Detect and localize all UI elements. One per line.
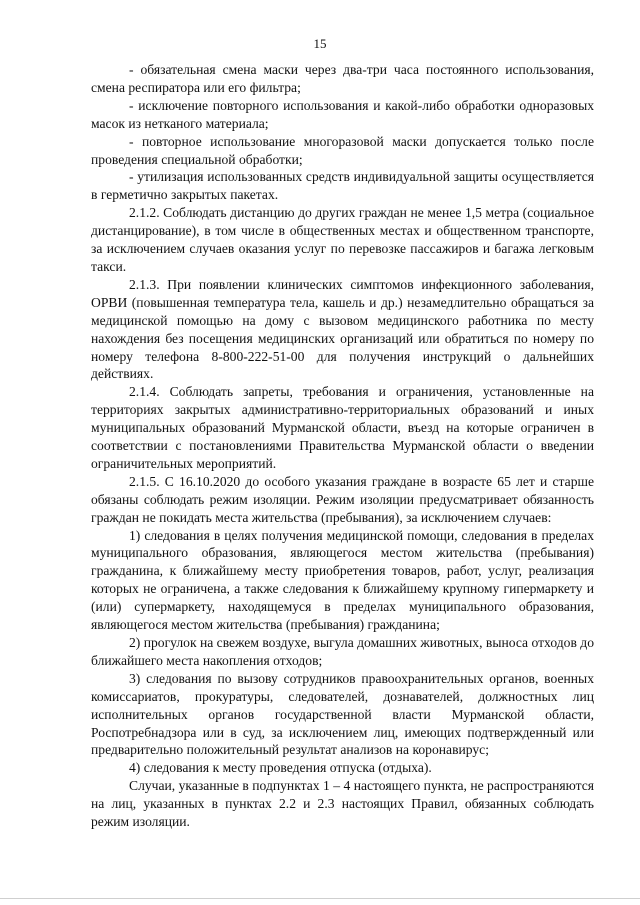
paragraph-reusable-mask: - повторное использование многоразовой маски допускается только после проведения специальной обработки;	[91, 133, 594, 167]
list-item-4: 4) следования к месту проведения отпуска (отдыха).	[129, 760, 432, 776]
paragraph-ppe-disposal: - утилизация использованных средств индивидуальной защиты осуществляется в герметично закрытых пакетах.	[91, 169, 594, 203]
paragraph-exceptions: Случаи, указанные в подпунктах 1 – 4 настоящего пункта, не распространяются на лиц, указанных в пунктах 2.2 и 2.3 настоящих Правил, обязанных соблюдать режим изоляции.	[91, 778, 594, 830]
page-number: 15	[313, 36, 327, 51]
paragraph-2-1-3: 2.1.3. При появлении клинических симптомов инфекционного заболевания, ОРВИ (повышенная температура тела, кашель и др.) незамедлительно обращаться за медицинской помощью на дому с вызовом медицинского работника по месту нахождения без посещения медицинских организаций или обратиться по номеру по номеру телефона 8-800-222-51-00 для получения инструкций о дальнейших действиях.	[91, 276, 594, 382]
list-item-1: 1) следования в целях получения медицинской помощи, следования в пределах муниципального образования, являющегося местом жительства (пребывания) гражданина, к ближайшему месту приобретения товаров, работ, услуг, реализация которых не ограничена, а также следования к ближайшему крупному гипермаркету и (или) супермаркету, находящемуся в пределах муниципального образования, являющегося местом жительства (пребывания) гражданина;	[91, 527, 594, 633]
list-item-3: 3) следования по вызову сотрудников правоохранительных органов, военных комиссариатов, прокуратуры, следователей, дознавателей, должностных лиц исполнительных органов государственной власти Мурманской области, Роспотребнадзора или в суд, за исключением лиц, имеющих подтвержденный или предварительно положительный результат анализов на коронавирус;	[91, 670, 594, 758]
paragraph-2-1-2: 2.1.2. Соблюдать дистанцию до других граждан не менее 1,5 метра (социальное дистанцирование), в том числе в общественных местах и общественном транспорте, за исключением случаев оказания услуг по перевозке пассажиров и багажа легковым такси.	[91, 205, 594, 274]
list-item-2: 2) прогулок на свежем воздухе, выгула домашних животных, выноса отходов до ближайшего места накопления отходов;	[91, 635, 594, 668]
paragraph-mask-change: - обязательная смена маски через два-три часа постоянного использования, смена респиратора или его фильтра;	[91, 62, 594, 95]
footer-divider	[0, 898, 640, 899]
paragraph-2-1-4: 2.1.4. Соблюдать запреты, требования и ограничения, установленные на территориях закрытых административно-территориальных образований и иных муниципальных образований Мурманской области, въезд на которые ограничен в соответствии с постановлениями Правительства Мурманской области о введении ограничительных мероприятий.	[91, 384, 594, 471]
paragraph-2-1-5: 2.1.5. С 16.10.2020 до особого указания граждане в возрасте 65 лет и старше обязаны соблюдать режим изоляции. Режим изоляции предусматривает обязанность граждан не покидать места жительства (пребывания), за исключением случаев:	[91, 473, 594, 525]
document-body	[91, 61, 594, 831]
paragraph-mask-reuse-exclusion: - исключение повторного использования и какой-либо обработки одноразовых масок из нетканого материала;	[91, 97, 594, 131]
